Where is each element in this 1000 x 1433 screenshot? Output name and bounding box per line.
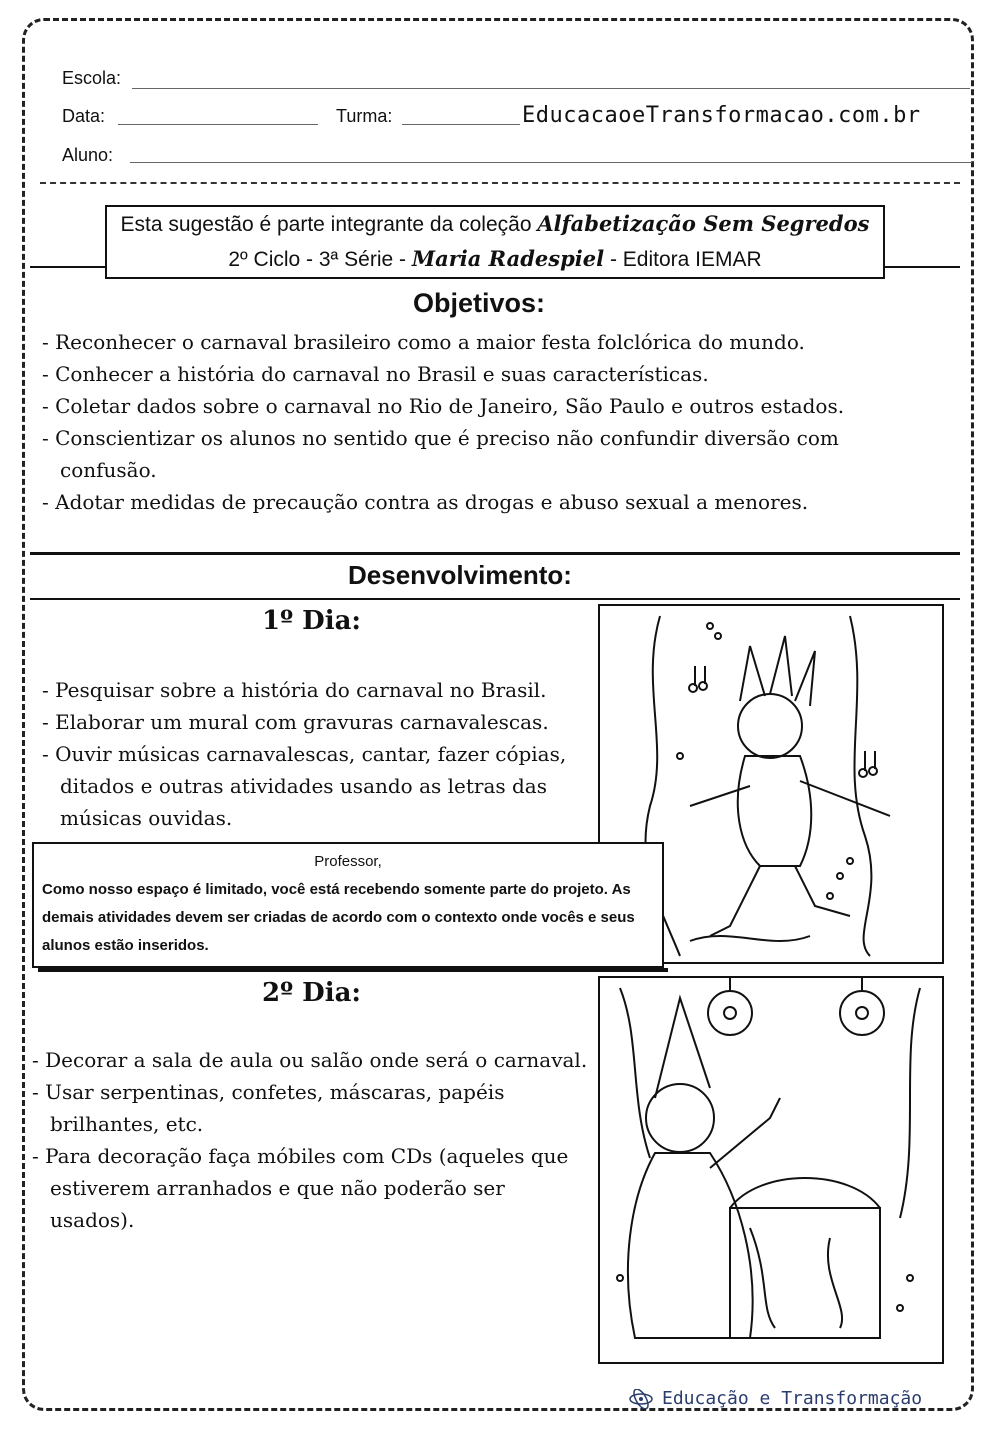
atom-logo-icon (628, 1389, 654, 1409)
section-divider-top (30, 552, 960, 555)
day1-item: - Ouvir músicas carnavalescas, cantar, fazer cópias, ditados e outras atividades usando as letras das músicas ouvidas. (42, 738, 587, 834)
credit-line-2: 2º Ciclo - 3ª Série - Maria Radespiel - Editora IEMAR (228, 246, 762, 271)
day1-title: 1º Dia: (262, 606, 362, 636)
note-shadow (38, 968, 668, 972)
objective-item: - Coletar dados sobre o carnaval no Rio de Janeiro, São Paulo e outros estados. (42, 390, 922, 422)
credit-line-1: Esta sugestão é parte integrante da coleção Alfabetização Sem Segredos (120, 211, 870, 236)
day2-item: - Para decoração faça móbiles com CDs (aqueles que estiverem arranhados e que não poderão ser usados). (32, 1140, 592, 1236)
day2-item: - Usar serpentinas, confetes, máscaras, papéis brilhantes, etc. (32, 1076, 592, 1140)
day2-item: - Decorar a sala de aula ou salão onde será o carnaval. (32, 1044, 592, 1076)
footer-brand-text: Educação e Transformação (662, 1388, 923, 1409)
student-label: Aluno: (62, 145, 114, 165)
website-watermark: EducacaoeTransformacao.com.br (522, 103, 921, 128)
objectives-title: Objetivos: (413, 288, 546, 318)
school-label: Escola: (62, 68, 122, 88)
author-name: Maria Radespiel (411, 246, 605, 271)
objective-item: - Conhecer a história do carnaval no Brasil e suas características. (42, 358, 922, 390)
objective-item: - Adotar medidas de precaução contra as drogas e abuso sexual a menores. (42, 486, 922, 518)
date-label: Data: (62, 106, 106, 126)
objective-item: - Conscientizar os alunos no sentido que é preciso não confundir diversão com confusão. (42, 422, 922, 486)
day2-list (32, 1044, 592, 1236)
objective-item: - Reconhecer o carnaval brasileiro como a maior festa folclórica do mundo. (42, 326, 922, 358)
collection-name: Alfabetização Sem Segredos (537, 211, 870, 236)
day1-list (42, 674, 587, 834)
girl-with-chest-drawing (600, 978, 942, 1362)
day1-item: - Elaborar um mural com gravuras carnavalescas. (42, 706, 587, 738)
objectives-list (42, 326, 922, 518)
section-divider-bottom (30, 598, 960, 600)
teacher-note (32, 842, 664, 968)
note-title: Professor, (314, 853, 382, 870)
credit-box (105, 205, 885, 279)
student-field[interactable] (130, 162, 972, 163)
class-label: Turma: (336, 106, 393, 126)
development-title: Desenvolvimento: (348, 560, 572, 590)
note-text: Como nosso espaço é limitado, você está recebendo somente parte do projeto. As demais atividades devem ser criadas de acordo com o contexto onde vocês e seus alunos estão inseridos. (42, 881, 635, 954)
day2-title: 2º Dia: (262, 978, 362, 1008)
credit-left-line (30, 266, 105, 268)
header-divider (40, 182, 960, 184)
school-field[interactable] (132, 88, 970, 89)
day1-item: - Pesquisar sobre a história do carnaval no Brasil. (42, 674, 587, 706)
footer-brand (628, 1388, 922, 1409)
credit-right-line (885, 266, 960, 268)
date-field[interactable] (118, 124, 318, 125)
carnival-girl-illustration (598, 976, 944, 1364)
class-field[interactable] (402, 124, 520, 125)
